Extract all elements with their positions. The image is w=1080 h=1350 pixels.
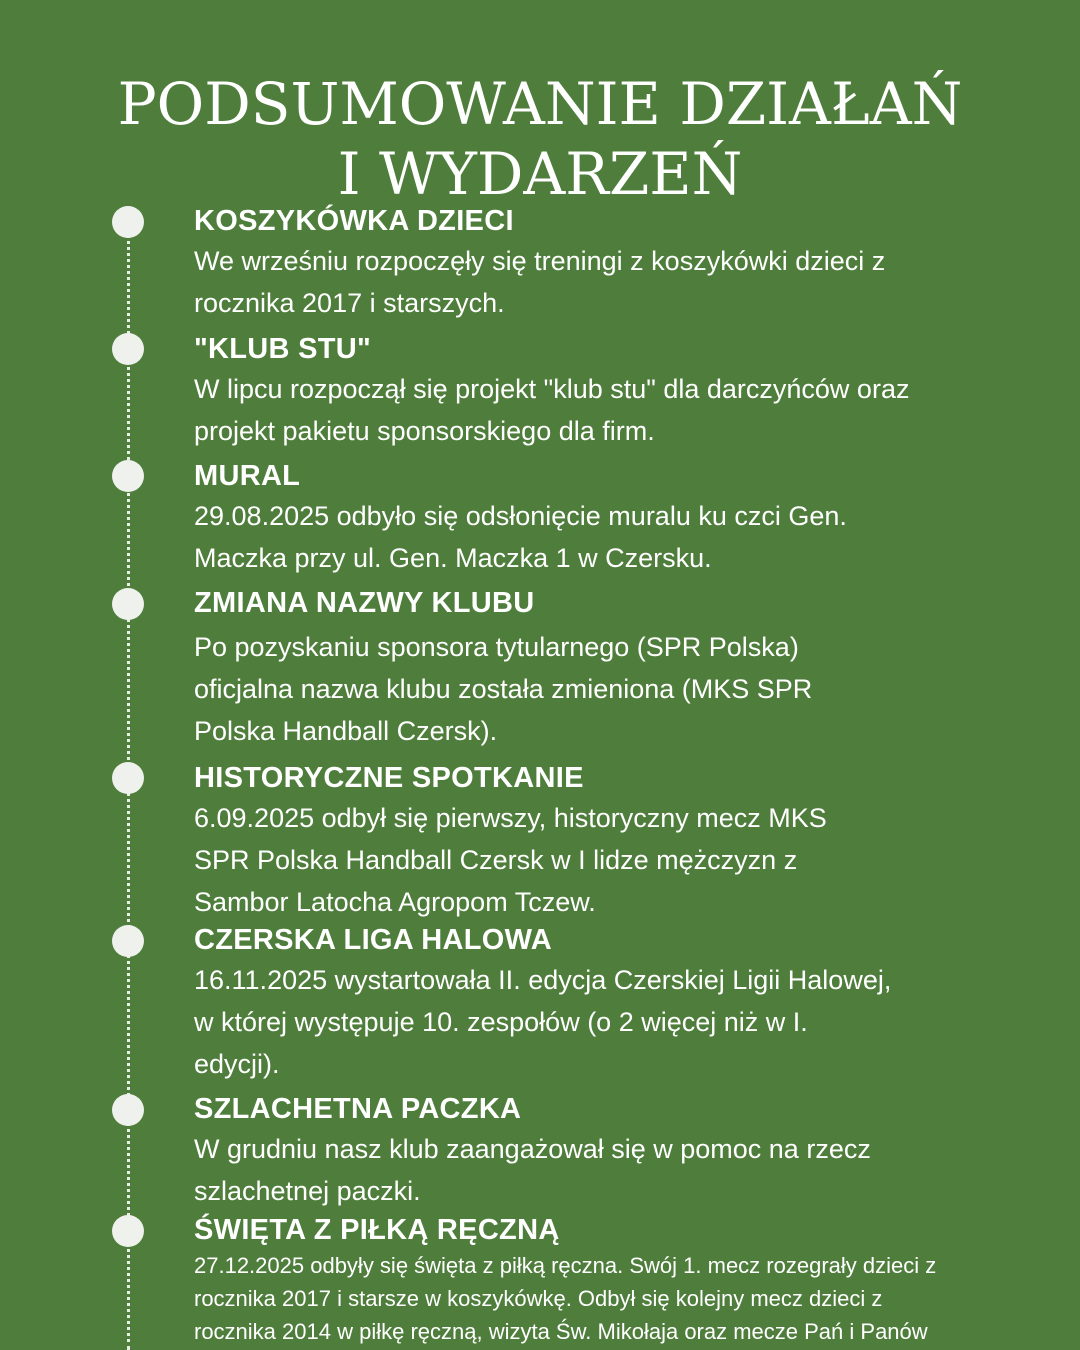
timeline-dot bbox=[112, 1215, 144, 1247]
timeline-item-title: SZLACHETNA PACZKA bbox=[194, 1093, 522, 1125]
timeline-item-swieta bbox=[194, 1211, 1054, 1348]
page-title bbox=[0, 69, 1080, 209]
timeline-dot bbox=[112, 762, 144, 794]
timeline-item-description: 16.11.2025 wystartowała II. edycja Czerskiej Ligii Halowej, w której występuje 10. zespołów (o 2 więcej niż w I. edycji). bbox=[194, 965, 892, 1079]
title-line-1: PODSUMOWANIE DZIAŁAŃ bbox=[117, 69, 963, 138]
timeline-dot bbox=[112, 333, 144, 365]
timeline-item-szlachetna-paczka bbox=[194, 1090, 1054, 1212]
timeline-item-description: W lipcu rozpoczął się projekt "klub stu" dla darczyńców oraz projekt pakietu sponsorskiego dla firm. bbox=[194, 374, 910, 446]
timeline-item-title: ZMIANA NAZWY KLUBU bbox=[194, 587, 535, 619]
timeline-dot bbox=[112, 588, 144, 620]
timeline-item-title: CZERSKA LIGA HALOWA bbox=[194, 924, 552, 956]
timeline-item-club-name-change bbox=[194, 584, 1054, 752]
timeline-item-title: MURAL bbox=[194, 460, 301, 492]
title-line-2: I WYDARZEŃ bbox=[337, 139, 743, 208]
timeline-dot bbox=[112, 460, 144, 492]
timeline-item-title: "KLUB STU" bbox=[194, 333, 372, 365]
timeline-item-title: ŚWIĘTA Z PIŁKĄ RĘCZNĄ bbox=[194, 1214, 560, 1246]
timeline-item-historic-match bbox=[194, 759, 1054, 923]
timeline-item-description: 6.09.2025 odbył się pierwszy, historyczny mecz MKS SPR Polska Handball Czersk w I lidze mężczyzn z Sambor Latocha Agropom Tczew. bbox=[194, 803, 827, 917]
timeline-item-description: 29.08.2025 odbyło się odsłonięcie muralu ku czci Gen. Maczka przy ul. Gen. Maczka 1 w Czersku. bbox=[194, 501, 847, 573]
timeline-dot bbox=[112, 206, 144, 238]
timeline-item-description: Po pozyskaniu sponsora tytularnego (SPR Polska) oficjalna nazwa klubu została zmieniona (MKS SPR Polska Handball Czersk). bbox=[194, 632, 813, 746]
timeline-item-description: 27.12.2025 odbyły się święta z piłką ręczna. Swój 1. mecz rozegrały dzieci z rocznika 2017 i starsze w koszykówkę. Odbył się kolejny mecz dzieci z rocznika 2014 w piłkę ręczną, wizyta Św. Mikołaja oraz mecze Pań i Panów bbox=[194, 1253, 937, 1344]
timeline-item-description: W grudniu nasz klub zaangażował się w pomoc na rzecz szlachetnej paczki. bbox=[194, 1134, 871, 1206]
timeline-item-mural bbox=[194, 457, 1054, 579]
timeline-item-description: We wrześniu rozpoczęły się treningi z koszykówki dzieci z rocznika 2017 i starszych. bbox=[194, 246, 886, 318]
timeline-item-title: KOSZYKÓWKA DZIECI bbox=[194, 205, 514, 237]
timeline-item-czerska-liga bbox=[194, 921, 1054, 1085]
timeline-item-basketball bbox=[194, 202, 1054, 324]
timeline-dot bbox=[112, 925, 144, 957]
timeline-item-klub-stu bbox=[194, 330, 1054, 452]
timeline-dot bbox=[112, 1094, 144, 1126]
timeline-item-title: HISTORYCZNE SPOTKANIE bbox=[194, 762, 584, 794]
